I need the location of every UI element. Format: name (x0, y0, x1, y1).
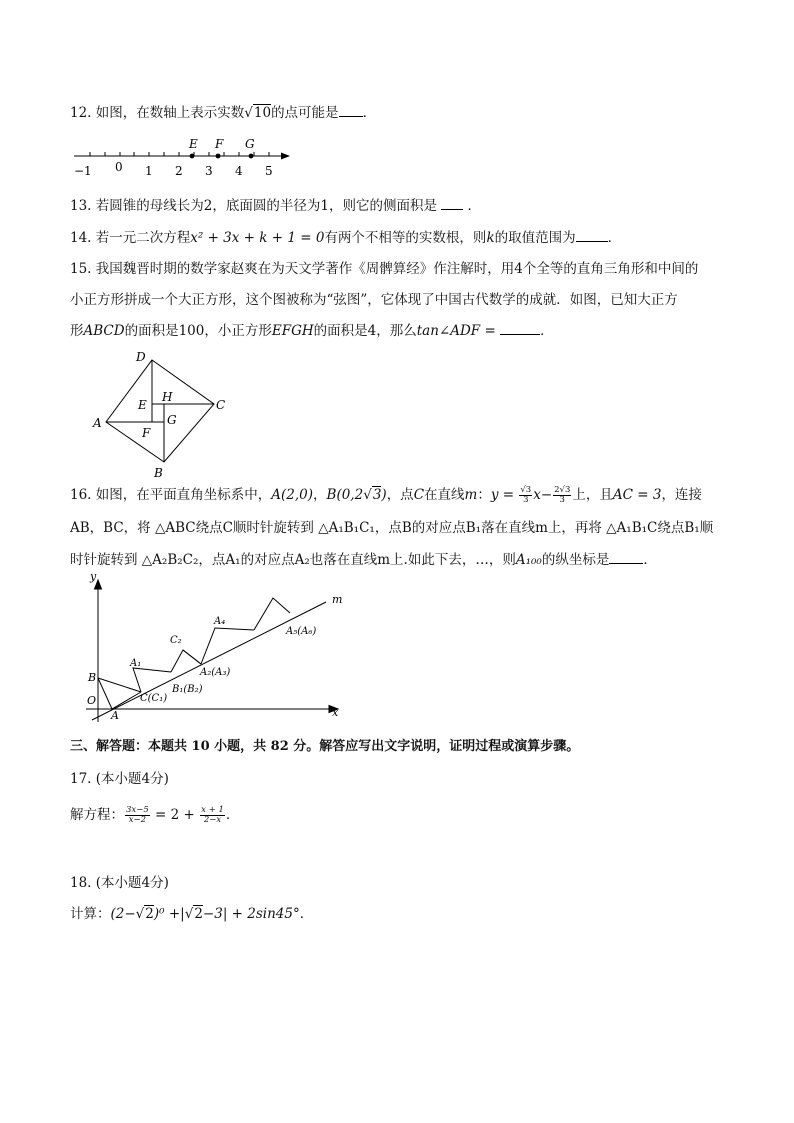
label-a: A (93, 416, 102, 430)
label-e: E (138, 398, 147, 412)
label-g: G (167, 413, 177, 427)
q18-title: 18. (本小题4分) (70, 875, 169, 891)
tick-label: 3 (205, 164, 213, 178)
label-d: D (136, 350, 146, 364)
q18-expression: 计算：(2−√2)⁰ +|√2−3| + 2sin45°． (70, 906, 314, 922)
answer-blank (339, 104, 363, 117)
q16-line2: AB，BC，将 △ABC绕点C顺时针旋转到 △A₁B₁C₁，点B的对应点B₁落在直线m上，再将 △A₁B₁C绕点B₁顺 (70, 520, 714, 536)
label-a1: A₁ (130, 658, 142, 669)
fraction: $\frac{3x-5}{x-2}$ (126, 805, 149, 825)
line-m-label: m (332, 593, 343, 606)
tick-label: −1 (74, 164, 92, 178)
answer-blank (609, 551, 643, 564)
tick-label: 2 (175, 164, 183, 178)
label-f: F (142, 426, 151, 440)
label-h: H (162, 390, 173, 404)
label-b1-b2: B₁(B₂) (172, 684, 203, 695)
q16-line3: 时针旋转到 △A₂B₂C₂，点A₁的对应点A₂也落在直线m上.如此下去，…，则A₁₀₀的纵坐标是 ． (70, 552, 657, 568)
point-e (190, 154, 195, 159)
tick-label: 0 (115, 160, 123, 174)
label-c-c1: C(C₁) (140, 693, 168, 704)
origin-label: O (87, 694, 97, 707)
label-b: B (88, 671, 97, 684)
section-heading: 三、解答题：本题共 10 小题，共 82 分。解答应写出文字说明，证明过程或演算步骤。 (70, 739, 580, 754)
number-line-figure (72, 136, 302, 184)
answer-blank (441, 197, 463, 210)
label-f: F (215, 137, 224, 151)
point-g (249, 154, 254, 159)
q15-line2: 小正方形拼成一个大正方形，这个图被称为“弦图”，它体现了中国古代数学的成就．如图，已知大正方 (70, 292, 678, 308)
label-a5-a6: A₅(A₆) (286, 626, 317, 637)
label-e: E (189, 137, 198, 151)
label-a: A (111, 709, 119, 722)
q16-line1: 16. 如图，在平面直角坐标系中，A(2,0)，B(0,2√3)，点C在直线m：y = $\frac{√3}{3}$ x− $\frac{2√3}{3}$ 上，且AC = 3，连接 (70, 485, 702, 505)
q17-equation: 解方程： $\frac{3x-5}{x-2}$ = 2 + $\frac{x + 1}{2-x}$ ． (70, 805, 240, 825)
point-f (216, 154, 221, 159)
q14-text: 14. 若一元二次方程x² + 3x + k + 1 = 0有两个不相等的实数根，则k的取值范围为 ． (70, 230, 622, 246)
fraction: $\frac{√3}{3}$ (520, 485, 532, 505)
fraction: $\frac{x + 1}{2-x}$ (201, 805, 224, 825)
label-a2-a3: A₂(A₃) (200, 667, 231, 678)
q12-text: 12. 如图，在数轴上表示实数√10的点可能是 ． (70, 105, 377, 121)
label-a4: A₄ (214, 616, 226, 627)
tick-label: 1 (145, 164, 153, 178)
zhao-shuang-figure (90, 346, 240, 482)
label-c: C (216, 398, 226, 412)
answer-blank (500, 322, 540, 335)
fraction: $\frac{2√3}{3}$ (554, 485, 571, 505)
label-b: B (154, 466, 163, 480)
answer-blank (576, 229, 608, 242)
rotation-coordinate-figure (84, 568, 354, 724)
q17-title: 17. (本小题4分) (70, 771, 169, 787)
tick-label: 5 (265, 164, 273, 178)
axis-y-label: y (90, 570, 97, 583)
q15-line1: 15. 我国魏晋时期的数学家赵爽在为天文学著作《周髀算经》作注解时，用4个全等的直角三角形和中间的 (70, 261, 699, 277)
q13-text: 13. 若圆锥的母线长为2，底面圆的半径为1，则它的侧面积是 ． (70, 198, 482, 214)
axis-x-label: x (332, 706, 339, 719)
label-c2: C₂ (170, 635, 182, 646)
q15-line3: 形ABCD的面积是100，小正方形EFGH的面积是4，那么tan∠ADF = ． (70, 323, 554, 339)
tick-label: 4 (235, 164, 243, 178)
label-g: G (245, 137, 255, 151)
